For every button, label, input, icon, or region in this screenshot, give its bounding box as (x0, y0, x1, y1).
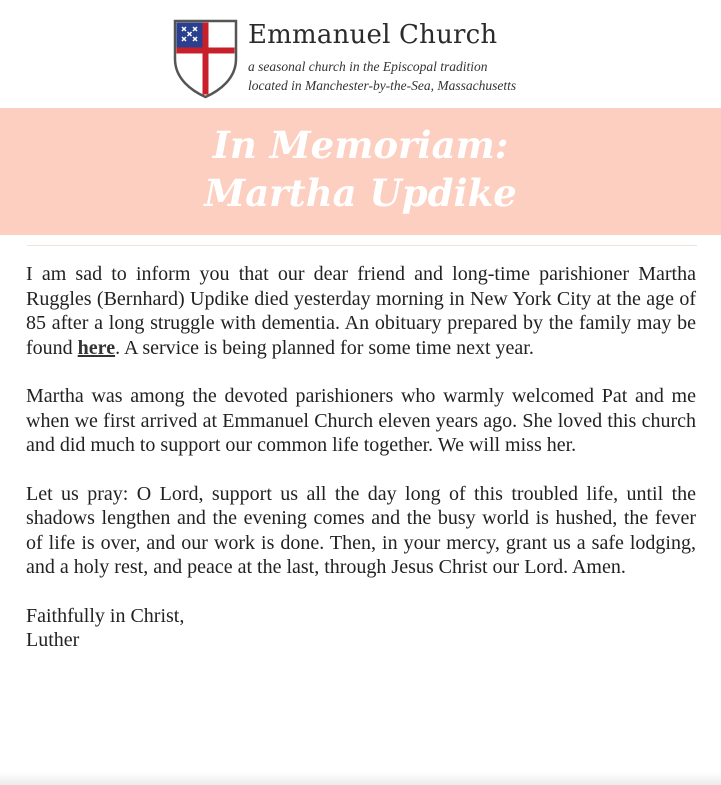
paragraph-prayer: Let us pray: O Lord, support us all the day long of this troubled life, until the shadows lengthen and the evening comes and the busy world is hushed, the fever of life is over, and our work is done. Then, in your mercy, grant us a safe lodging, and a holy rest, and peace at the last, through Jesus Christ our Lord. Amen. (26, 482, 696, 578)
obituary-link[interactable]: here (77, 336, 116, 359)
tagline-line-2: located in Manchester-by-the-Sea, Massachusetts (248, 78, 517, 93)
paragraph-remembrance: Martha was among the devoted parishioners who warmly welcomed Pat and me when we first arrived at Emmanuel Church eleven years ago. She loved this church and did much to support our common life together. We will miss her. (26, 385, 696, 456)
church-tagline (248, 57, 516, 95)
announcement-text-start: I am sad to inform you that our dear friend and long-time parishioner Martha Ruggles (Bernhard) Updike died yesterday morning in New York City at the age of 85 after a long struggle with dementia. An obituary prepared by the family may be found (26, 263, 696, 359)
divider (27, 245, 697, 246)
church-name: Emmanuel Church (248, 20, 498, 50)
title-line-2: Martha Updike (204, 171, 517, 215)
page-title (0, 121, 721, 217)
announcement-text-end: . A service is being planned for some time next year. (115, 336, 534, 359)
signature: Luther (26, 629, 80, 651)
episcopal-shield-logo (173, 19, 238, 99)
closing-text: Faithfully in Christ, (26, 604, 185, 627)
signoff (26, 604, 696, 653)
email-header (0, 0, 721, 108)
message-body (26, 262, 696, 653)
bottom-shadow (0, 772, 721, 785)
paragraph-announcement (26, 262, 696, 360)
tagline-line-1: a seasonal church in the Episcopal tradition (248, 59, 488, 74)
title-line-1: In Memoriam: (212, 123, 509, 167)
